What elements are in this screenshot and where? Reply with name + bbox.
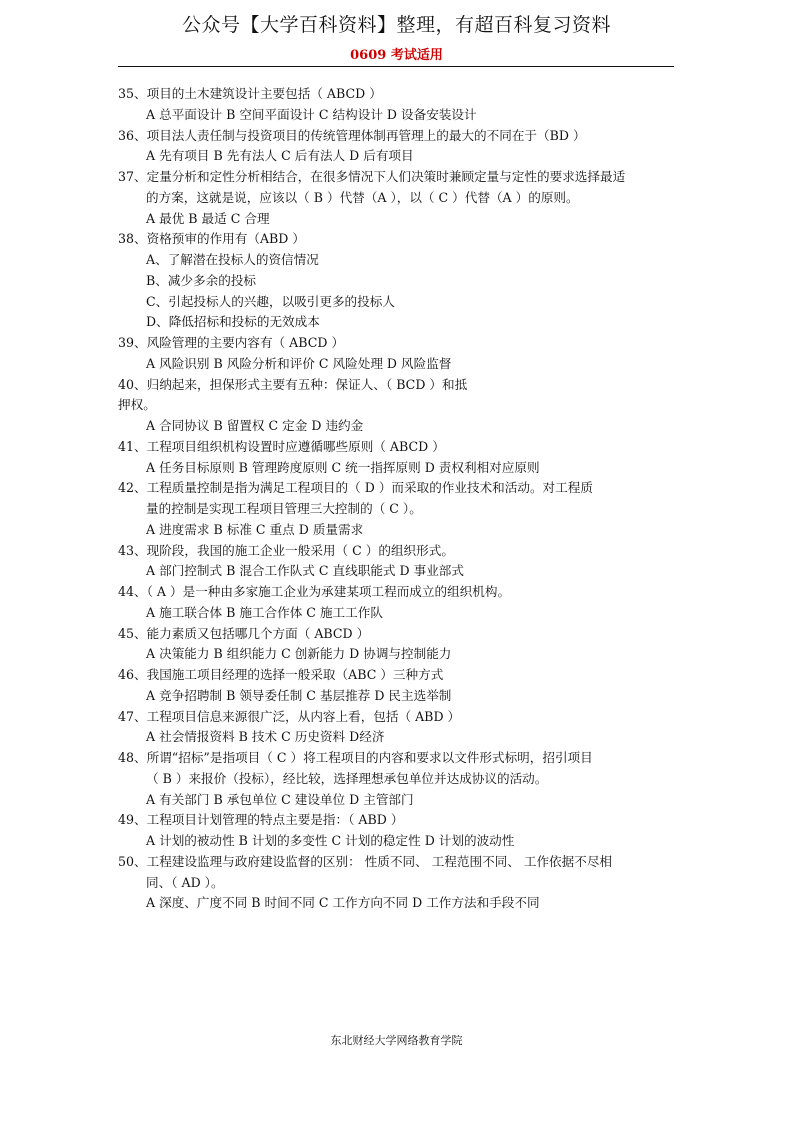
- text-line: A 部门控制式 B 混合工作队式 C 直线职能式 D 事业部式: [146, 563, 464, 579]
- text-line: B、减少多余的投标: [146, 272, 257, 288]
- text-line: 47、工程项目信息来源很广泛，从内容上看，包括（ ABD ）: [118, 708, 461, 724]
- footer-institution: 东北财经大学网络教育学院: [330, 1034, 463, 1047]
- text-line: A 最优 B 最适 C 合理: [146, 210, 270, 226]
- text-line: 40、归纳起来，担保形式主要有五种：保证人、（ BCD ）和抵: [118, 376, 468, 392]
- text-line: A 总平面设计 B 空间平面设计 C 结构设计 D 设备安装设计: [146, 106, 477, 122]
- header-title: 公众号【大学百科资料】整理，有超百科复习资料: [181, 14, 611, 36]
- text-line: A、了解潜在投标人的资信情况: [146, 252, 319, 267]
- text-line: 37、定量分析和定性分析相结合，在很多情况下人们决策时兼顾定量与定性的要求选择最适: [118, 169, 626, 184]
- text-line: 押权。: [118, 397, 156, 413]
- text-line: 48、所谓“招标”是指项目（ C ）将工程项目的内容和要求以文件形式标明，招引项目: [118, 750, 593, 765]
- text-line: 35、项目的土木建筑设计主要包括（ ABCD ）: [118, 86, 382, 101]
- header-divider: [118, 66, 674, 67]
- text-line: A 深度、广度不同 B 时间不同 C 工作方向不同 D 工作方法和手段不同: [146, 895, 540, 911]
- text-line: A 任务目标原则 B 管理跨度原则 C 统一指挥原则 D 责权利相对应原则: [146, 459, 540, 475]
- text-line: 39、风险管理的主要内容有（ ABCD ）: [118, 335, 345, 350]
- text-line: 同、（ AD ）。: [146, 874, 224, 890]
- text-line: 44、（ A ）是一种由多家施工企业为承建某项工程而成立的组织机构。: [118, 584, 511, 599]
- text-line: A 合同协议 B 留置权 C 定金 D 违约金: [146, 418, 364, 433]
- text-line: 43、现阶段，我国的施工企业一般采用（ C ）的组织形式。: [118, 542, 454, 558]
- text-line: A 进度需求 B 标准 C 重点 D 质量需求: [146, 521, 364, 537]
- text-line: 的方案，这就是说，应该以（ B ）代替（A ），以（ C ）代替（A ）的原则。: [146, 189, 579, 205]
- text-line: A 社会情报资料 B 技术 C 历史资料 D经济: [146, 729, 385, 745]
- text-line: 49、工程项目计划管理的特点主要是指：（ ABD ）: [118, 812, 404, 828]
- text-line: D、降低招标和投标的无效成本: [146, 314, 320, 330]
- text-line: 46、我国施工项目经理的选择一般采取（ABC ）三种方式: [118, 667, 444, 682]
- text-line: A 风险识别 B 风险分析和评价 C 风险处理 D 风险监督: [146, 355, 452, 371]
- text-line: 38、资格预审的作用有（ABD ）: [118, 231, 306, 247]
- text-line: （ B ）来报价（投标），经比较，选择理想承包单位并达成协议的活动。: [146, 770, 548, 786]
- text-line: 45、能力素质又包括哪几个方面（ ABCD ）: [118, 625, 370, 641]
- text-line: A 施工联合体 B 施工合作体 C 施工工作队: [146, 604, 383, 620]
- text-line: 量的控制是实现工程项目管理三大控制的（ C ）。: [146, 501, 422, 516]
- text-line: 36、项目法人责任制与投资项目的传统管理体制再管理上的最大的不同在于（BD ）: [118, 127, 586, 143]
- text-line: 50、工程建设监理与政府建设监督的区别： 性质不同、 工程范围不同、 工作依据不尽相: [118, 853, 613, 869]
- text-line: 41、工程项目组织机构设置时应遵循哪些原则（ ABCD ）: [118, 438, 445, 454]
- text-line: A 计划的被动性 B 计划的多变性 C 计划的稳定性 D 计划的波动性: [146, 833, 515, 848]
- text-line: 42、工程质量控制是指为满足工程项目的（ D ）而采取的作业技术和活动。对工程质: [118, 480, 593, 496]
- text-line: A 先有项目 B 先有法人 C 后有法人 D 后有项目: [146, 148, 414, 164]
- text-line: A 有关部门 B 承包单位 C 建设单位 D 主管部门: [146, 791, 414, 807]
- text-line: C、引起投标人的兴趣，以吸引更多的投标人: [146, 293, 395, 309]
- text-line: A 竞争招聘制 B 领导委任制 C 基层推荐 D 民主选举制: [146, 687, 452, 703]
- header-subtitle: 0609 考试适用: [350, 48, 443, 63]
- text-line: A 决策能力 B 组织能力 C 创新能力 D 协调与控制能力: [146, 646, 452, 662]
